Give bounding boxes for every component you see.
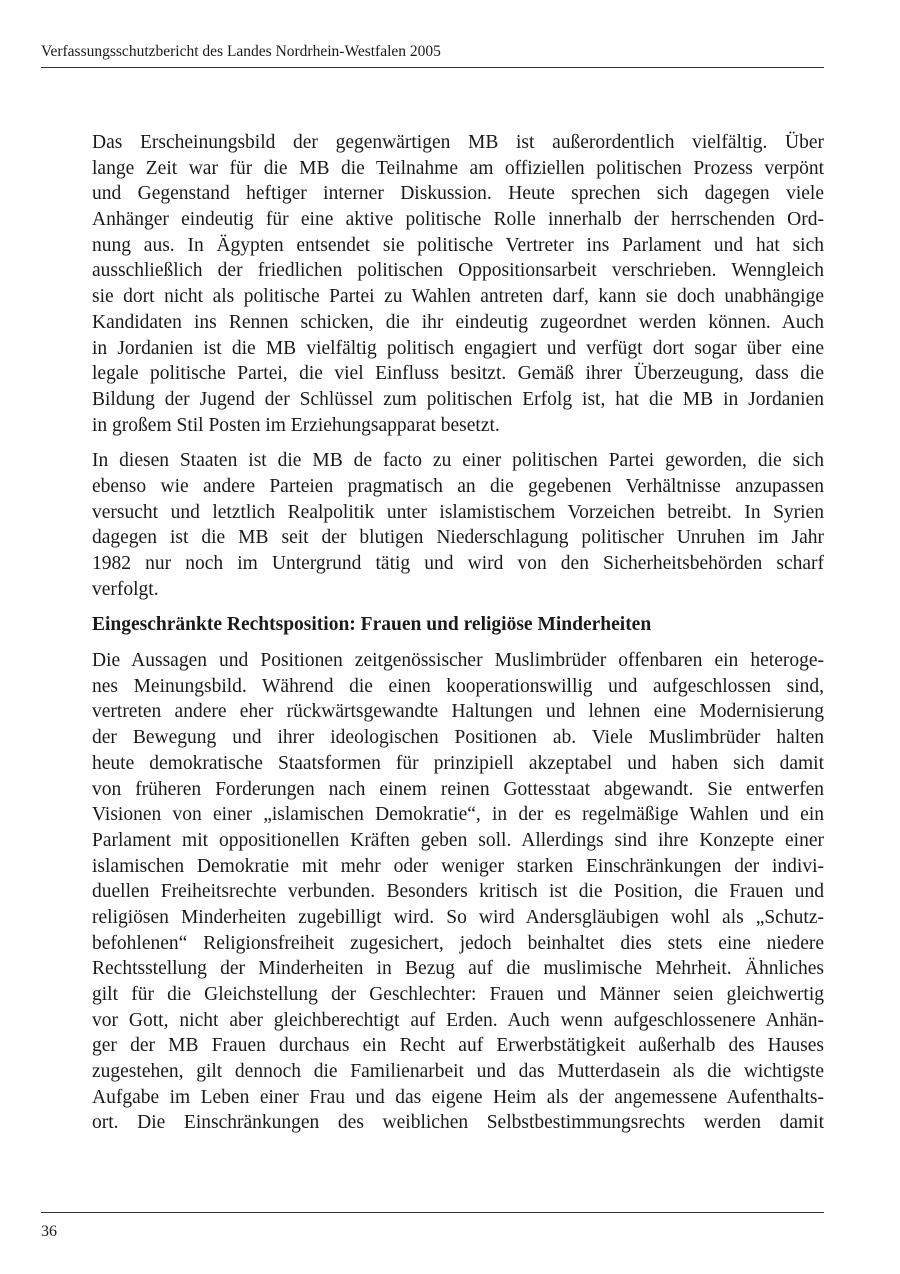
text-line: legale politische Partei, die viel Einfluss besitzt. Gemäß ihrer Überzeugung, dass die xyxy=(92,363,824,385)
text-line: ausschließlich der friedlichen politischen Oppositionsarbeit verschrieben. Wenngleich xyxy=(92,260,824,282)
text-line: lange Zeit war für die MB die Teilnahme am offiziellen politischen Prozess verpönt xyxy=(92,157,824,179)
text-line: verfolgt. xyxy=(92,578,159,600)
text-line: In diesen Staaten ist die MB de facto zu einer politischen Partei geworden, die sich xyxy=(92,450,824,472)
text-line: Parlament mit oppositionellen Kräften geben soll. Allerdings sind ihre Konzepte einer xyxy=(92,829,824,851)
paragraph-3 xyxy=(92,648,824,1136)
text-line: Anhänger eindeutig für eine aktive politische Rolle innerhalb der herrschenden Ord- xyxy=(92,209,824,231)
text-line: befohlenen“ Religionsfreiheit zugesichert, jedoch beinhaltet dies stets eine niedere xyxy=(92,932,824,954)
text-line: Visionen von einer „islamischen Demokratie“, in der es regelmäßige Wahlen und ein xyxy=(92,804,824,826)
paragraph-1 xyxy=(92,130,824,438)
text-line: versucht und letztlich Realpolitik unter islamistischem Vorzeichen betreibt. In Syrien xyxy=(92,501,824,523)
page-number: 36 xyxy=(41,1223,57,1240)
text-line: in Jordanien ist die MB vielfältig politisch engagiert und verfügt dort sogar über eine xyxy=(92,337,824,359)
text-line: und Gegenstand heftiger interner Diskussion. Heute sprechen sich dagegen viele xyxy=(92,183,824,205)
text-line: heute demokratische Staatsformen für prinzipiell akzeptabel und haben sich damit xyxy=(92,752,824,774)
footer-rule xyxy=(41,1212,824,1213)
text-line: Kandidaten ins Rennen schicken, die ihr eindeutig zugeordnet werden können. Auch xyxy=(92,311,824,333)
text-line: nung aus. In Ägypten entsendet sie politische Vertreter ins Parlament und hat sich xyxy=(92,234,824,256)
text-line: zugestehen, gilt dennoch die Familienarbeit und das Mutterdasein als die wichtigste xyxy=(92,1061,824,1083)
text-line: Die Aussagen und Positionen zeitgenössischer Muslimbrüder offenbaren ein heteroge- xyxy=(92,650,824,672)
text-line: ort. Die Einschränkungen des weiblichen Selbstbestimmungsrechts werden damit xyxy=(92,1112,824,1134)
text-line: Bildung der Jugend der Schlüssel zum politischen Erfolg ist, hat die MB in Jordanien xyxy=(92,388,824,410)
text-line: religiösen Minderheiten zugebilligt wird. So wird Andersgläubigen wohl als „Schutz- xyxy=(92,906,824,928)
text-line: in großem Stil Posten im Erziehungsapparat besetzt. xyxy=(92,414,500,436)
body-text xyxy=(92,130,824,1146)
paragraph-2 xyxy=(92,448,824,602)
text-line: islamischen Demokratie mit mehr oder weniger starken Einschränkungen der indivi- xyxy=(92,855,824,877)
text-line: von früheren Forderungen nach einem reinen Gottesstaat abgewandt. Sie entwerfen xyxy=(92,778,824,800)
text-line: Rechtsstellung der Minderheiten in Bezug auf die muslimische Mehrheit. Ähnliches xyxy=(92,958,824,980)
text-line: Das Erscheinungsbild der gegenwärtigen MB ist außerordentlich vielfältig. Über xyxy=(92,132,824,153)
text-line: vertreten andere eher rückwärtsgewandte Haltungen und lehnen eine Modernisierung xyxy=(92,701,824,723)
text-line: dagegen ist die MB seit der blutigen Niederschlagung politischer Unruhen im Jahr xyxy=(92,527,824,549)
text-line: ebenso wie andere Parteien pragmatisch an die gegebenen Verhältnisse anzupassen xyxy=(92,475,824,497)
header-rule xyxy=(41,67,824,68)
text-line: ger der MB Frauen durchaus ein Recht auf Erwerbstätigkeit außerhalb des Hauses xyxy=(92,1035,824,1057)
section-heading: Eingeschränkte Rechtsposition: Frauen und religiöse Minderheiten xyxy=(92,614,652,636)
text-line: sie dort nicht als politische Partei zu Wahlen antreten darf, kann sie doch unabhängige xyxy=(92,286,824,308)
text-line: gilt für die Gleichstellung der Geschlechter: Frauen und Männer seien gleichwertig xyxy=(92,984,824,1006)
running-head: Verfassungsschutzbericht des Landes Nordrhein-Westfalen 2005 xyxy=(41,43,441,60)
text-line: Aufgabe im Leben einer Frau und das eigene Heim als der angemessene Aufenthalts- xyxy=(92,1086,824,1108)
text-line: der Bewegung und ihrer ideologischen Positionen ab. Viele Muslimbrüder halten xyxy=(92,727,824,749)
text-line: nes Meinungsbild. Während die einen kooperationswillig und aufgeschlossen sind, xyxy=(92,675,824,697)
text-line: vor Gott, nicht aber gleichberechtigt auf Erden. Auch wenn aufgeschlossenere Anhän- xyxy=(92,1009,824,1031)
text-line: 1982 nur noch im Untergrund tätig und wird von den Sicherheitsbehörden scharf xyxy=(92,553,824,574)
text-line: duellen Freiheitsrechte verbunden. Besonders kritisch ist die Position, die Frauen und xyxy=(92,881,824,903)
